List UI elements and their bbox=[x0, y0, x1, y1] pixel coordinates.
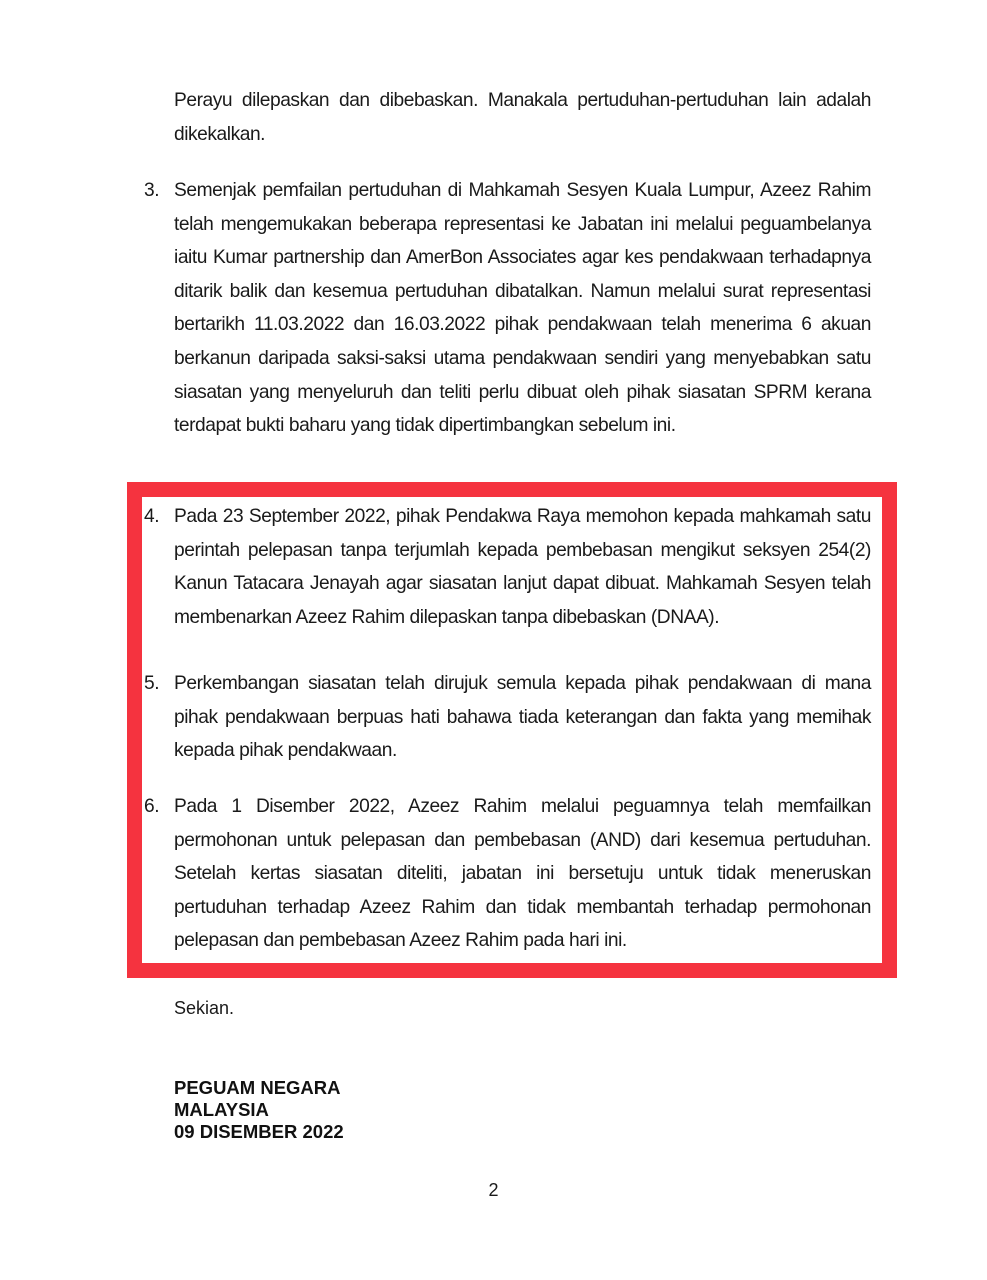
paragraph-text: Perkembangan siasatan telah dirujuk semula kepada pihak pendakwaan di mana pihak pendakwaan berpuas hati bahawa tiada keterangan dan fakta yang memihak kepada pihak pendakwaan. bbox=[174, 673, 871, 762]
paragraph-number: 6. bbox=[144, 796, 160, 817]
page-number-container bbox=[0, 1180, 987, 1201]
paragraph-5 bbox=[144, 667, 871, 768]
signature-date: 09 DISEMBER 2022 bbox=[174, 1121, 344, 1142]
continuation-paragraph bbox=[174, 84, 871, 151]
paragraph-number: 5. bbox=[144, 673, 160, 694]
paragraph-text: Semenjak pemfailan pertuduhan di Mahkamah Sesyen Kuala Lumpur, Azeez Rahim telah mengemukakan beberapa representasi ke Jabatan ini melalui peguambelanya iaitu Kumar partnership dan AmerBon Associates agar kes pendakwaan terhadapnya ditarik balik dan kesemua pertuduhan dibatalkan. Namun melalui surat representasi bertarikh 11.03.2022 dan 16.03.2022 pihak pendakwaan telah menerima 6 akuan berkanun daripada saksi-saksi utama pendakwaan sendiri yang menyebabkan satu siasatan yang menyeluruh dan teliti perlu dibuat oleh pihak siasatan SPRM kerana terdapat bukti baharu yang tidak dipertimbangkan sebelum ini. bbox=[174, 180, 871, 437]
paragraph-number: 4. bbox=[144, 506, 160, 527]
paragraph-6 bbox=[144, 790, 871, 958]
paragraph-text: Pada 23 September 2022, pihak Pendakwa Raya memohon kepada mahkamah satu perintah pelepasan tanpa terjumlah kepada pembebasan mengikut seksyen 254(2) Kanun Tatacara Jenayah agar siasatan lanjut dapat dibuat. Mahkamah Sesyen telah membenarkan Azeez Rahim dilepaskan tanpa dibebaskan (DNAA). bbox=[174, 506, 871, 628]
signature-block bbox=[174, 1077, 344, 1143]
page-number: 2 bbox=[488, 1180, 499, 1200]
paragraph-text: Pada 1 Disember 2022, Azeez Rahim melalui peguamnya telah memfailkan permohonan untuk pelepasan dan pembebasan (AND) dari kesemua pertuduhan. Setelah kertas siasatan diteliti, jabatan ini bersetuju untuk tidak meneruskan pertuduhan terhadap Azeez Rahim dan tidak membantah terhadap permohonan pelepasan dan pembebasan Azeez Rahim pada hari ini. bbox=[174, 796, 871, 952]
closing-text: Sekian. bbox=[174, 998, 235, 1018]
paragraph-number: 3. bbox=[144, 180, 160, 201]
signature-title: PEGUAM NEGARA bbox=[174, 1077, 341, 1098]
signature-country: MALAYSIA bbox=[174, 1099, 269, 1120]
paragraph-text: Perayu dilepaskan dan dibebaskan. Manakala pertuduhan-pertuduhan lain adalah dikekalkan. bbox=[174, 90, 871, 145]
paragraph-3 bbox=[144, 174, 871, 443]
paragraph-4 bbox=[144, 500, 871, 634]
